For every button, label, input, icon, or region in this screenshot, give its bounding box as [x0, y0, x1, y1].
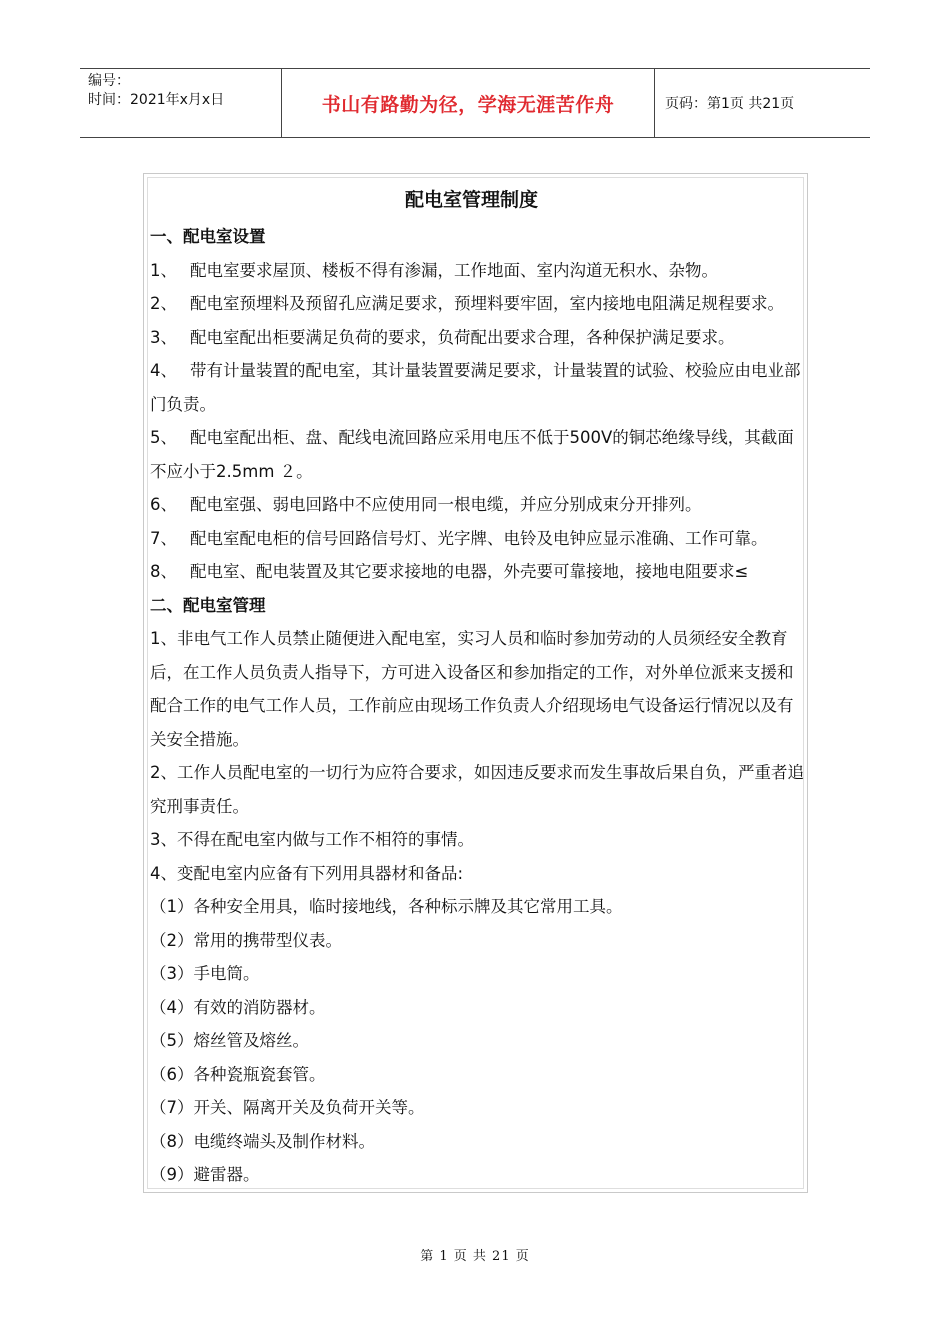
setup-item-continued: 不应小于2.5mm ２。 [150, 461, 313, 481]
page-footer: 第 1 页 共 21 页 [420, 1249, 530, 1264]
equipment-list-item: （6）各种瓷瓶瓷套管。 [150, 1064, 326, 1084]
setup-item: 6、 配电室强、弱电回路中不应使用同一根电缆，并应分别成束分开排列。 [150, 495, 702, 514]
setup-item-continued: 门负责。 [150, 394, 216, 414]
management-paragraph-line: 2、工作人员配电室的一切行为应符合要求，如因违反要求而发生事故后果自负，严重者追 [150, 763, 804, 782]
setup-item: 7、 配电室配电柜的信号回路信号灯、光字牌、电铃及电钟应显示准确、工作可靠。 [150, 528, 768, 548]
page-header [80, 68, 870, 138]
section-heading-management: 二、配电室管理 [150, 595, 266, 615]
equipment-list-item: （4）有效的消防器材。 [150, 997, 326, 1017]
setup-item: 1、 配电室要求屋顶、楼板不得有渗漏，工作地面、室内沟道无积水、杂物。 [150, 260, 718, 280]
setup-item: 5、 配电室配出柜、盘、配线电流回路应采用电压不低于500V的铜芯绝缘导线，其截面 [150, 428, 794, 447]
equipment-list-item: （5）熔丝管及熔丝。 [150, 1031, 309, 1050]
header-meta [80, 69, 282, 137]
management-paragraph-line: 3、不得在配电室内做与工作不相符的事情。 [150, 830, 474, 849]
header-motto: 书山有路勤为径，学海无涯苦作舟 [282, 69, 655, 137]
setup-item: 3、 配电室配出柜要满足负荷的要求，负荷配出要求合理，各种保护满足要求。 [150, 327, 735, 347]
management-paragraph-line: 配合工作的电气工作人员，工作前应由现场工作负责人介绍现场电气设备运行情况以及有 [150, 696, 794, 715]
document-title: 配电室管理制度 [404, 189, 538, 211]
management-paragraph-line: 后，在工作人员负责人指导下，方可进入设备区和参加指定的工作，对外单位派来支援和 [150, 662, 794, 682]
equipment-list-item: （8）电缆终端头及制作材料。 [150, 1131, 375, 1151]
equipment-list-item: （3）手电筒。 [150, 964, 260, 983]
time-label: 时间：2021年x月x日 [88, 92, 225, 108]
equipment-list-item: （7）开关、隔离开关及负荷开关等。 [150, 1098, 425, 1117]
setup-item: 8、 配电室、配电装置及其它要求接地的电器，外壳要可靠接地，接地电阻要求≤ [150, 562, 749, 581]
header-page-info: 页码：第1页 共21页 [665, 96, 795, 112]
section-heading-setup: 一、配电室设置 [150, 227, 266, 246]
management-paragraph-line: 4、变配电室内应备有下列用具器材和备品: [150, 863, 464, 883]
management-paragraph-line: 1、非电气工作人员禁止随便进入配电室，实习人员和临时参加劳动的人员须经安全教育 [150, 629, 788, 648]
management-paragraph-line: 关安全措施。 [150, 729, 249, 749]
code-label: 编号： [88, 73, 130, 89]
equipment-list-item: （9）避雷器。 [150, 1165, 260, 1184]
equipment-list-item: （1）各种安全用具，临时接地线，各种标示牌及其它常用工具。 [150, 897, 623, 916]
management-paragraph-line: 究刑事责任。 [150, 796, 249, 816]
setup-item: 4、 带有计量装置的配电室，其计量装置要满足要求，计量装置的试验、校验应由电业部 [150, 361, 801, 380]
document-body [150, 180, 910, 1192]
equipment-list-item: （2）常用的携带型仪表。 [150, 930, 342, 950]
setup-item: 2、 配电室预埋料及预留孔应满足要求，预埋料要牢固，室内接地电阻满足规程要求。 [150, 294, 784, 313]
